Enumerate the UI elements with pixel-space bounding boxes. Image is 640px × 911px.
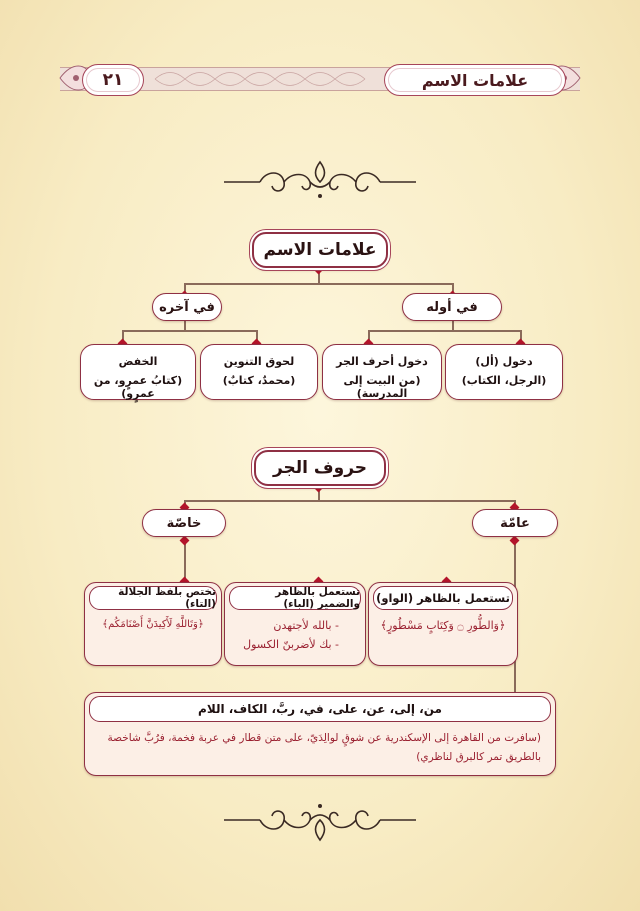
- box-example: (محمدٌ، كتابٌ): [222, 374, 296, 387]
- box-title: لحوق التنوين: [223, 355, 295, 368]
- tree2-right-branch-label: عامّة: [500, 515, 530, 531]
- box-title: دخول (أل): [475, 355, 533, 368]
- panel-line-2: - بك لأضربنّ الكسول: [243, 638, 339, 651]
- tree2-right-branch-node: [472, 509, 558, 537]
- page-title-pill: [384, 64, 566, 96]
- connector-dot: [510, 536, 520, 546]
- box-example: (كتابُ عمرٍو، من عمرٍو): [93, 374, 183, 400]
- header-pattern: [150, 64, 380, 94]
- tree1-left-branch-node: [152, 293, 222, 321]
- connector: [184, 283, 452, 285]
- tree1-box-al: [445, 344, 563, 400]
- tree2-root-label: حروف الجر: [272, 458, 368, 478]
- panel-body: ﴿وَتَاللَّهِ لَأَكِيدَنَّ أَصْنَامَكُم﴾: [102, 619, 204, 630]
- panel-title: تستعمل بالظاهر (الواو): [373, 586, 513, 610]
- tree2-left-branch-node: [142, 509, 226, 537]
- panel-body: ﴿وَالطُّورِ ۝ وَكِتَابٍ مَسْطُورٍ﴾: [380, 619, 506, 632]
- panel-body: (سافرت من القاهرة إلى الإسكندرية عن شوقٍ لوالِدَيّ، على متن قطار في عربة فخمة، فرُبَّ شاخصة بالطريق تمر كالبرق لناظري): [107, 732, 541, 763]
- panel-line-1: - بالله لأجتهدن: [273, 619, 339, 632]
- connector-dot: [180, 536, 190, 546]
- top-flourish-ornament: [220, 158, 420, 202]
- panel-body: [231, 616, 359, 654]
- page-title: علامات الاسم: [421, 70, 529, 90]
- tree1-box-jar: [322, 344, 442, 400]
- tree2-common-letters-panel: [84, 692, 556, 776]
- tree1-right-branch-node: [402, 293, 502, 321]
- tree2-panel-ta: [84, 582, 222, 666]
- tree2-root-node: [254, 450, 386, 486]
- connector: [184, 500, 514, 502]
- tree1-right-branch-label: في أوله: [426, 299, 478, 315]
- tree1-box-khafd: [80, 344, 196, 400]
- tree1-left-branch-label: في آخره: [159, 299, 215, 315]
- tree2-panel-waw: [368, 582, 518, 666]
- tree2-panel-ba: [224, 582, 366, 666]
- tree1-root-label: علامات الاسم: [263, 240, 377, 260]
- tree1-box-tanween: [200, 344, 318, 400]
- box-example: (من البيت إلى المدرسة): [343, 374, 421, 400]
- tree1-root-node: [252, 232, 388, 268]
- panel-title: من، إلى، عن، على، في، ربَّ، الكاف، اللام: [89, 696, 551, 722]
- panel-title: تختص بلفظ الجلالة (التاء): [89, 586, 217, 610]
- page-number: ٢١: [102, 70, 124, 90]
- tree2-left-branch-label: خاصّة: [166, 515, 202, 531]
- panel-title: تستعمل بالظاهر والضمير (الباء): [229, 586, 361, 610]
- bottom-flourish-ornament: [220, 800, 420, 844]
- box-title: دخول أحرف الجر: [336, 355, 428, 368]
- connector: [122, 330, 256, 332]
- page-number-pill: [82, 64, 144, 96]
- box-example: (الرجل، الكتاب): [461, 374, 547, 387]
- connector: [368, 330, 520, 332]
- box-title: الخفض: [118, 355, 158, 368]
